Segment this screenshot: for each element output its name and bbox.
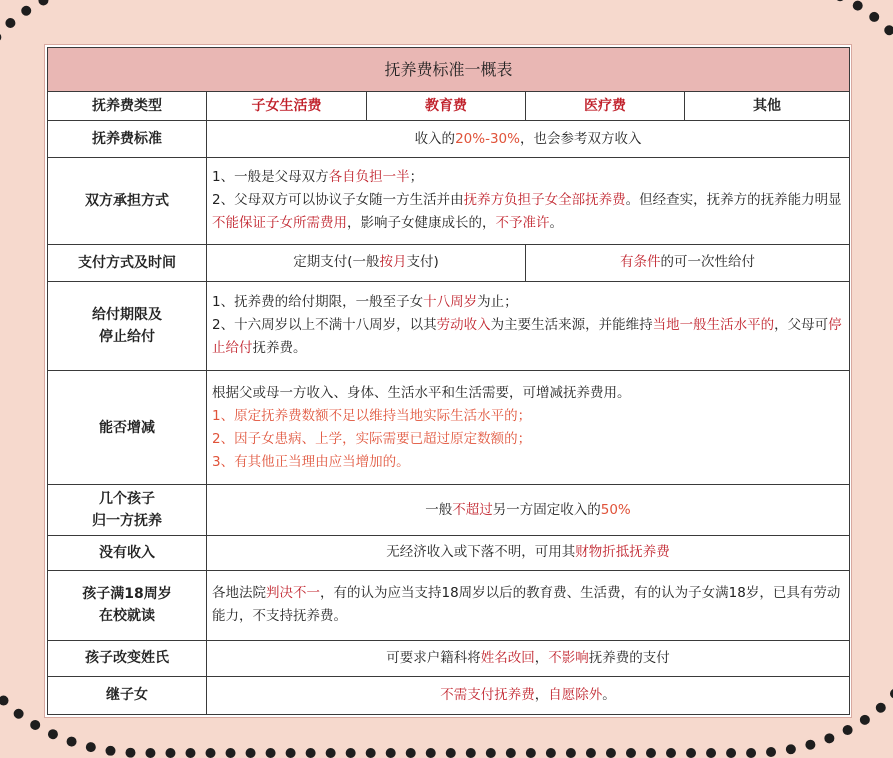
row-label: 继子女 <box>48 676 207 714</box>
row-content: 无经济收入或下落不明，可用其财物折抵抚养费 <box>207 536 850 571</box>
row-period <box>48 281 850 370</box>
row-content: 收入的20%-30%，也会参考双方收入 <box>207 121 850 158</box>
row-content: 1、抚养费的给付期限，一般至子女十八周岁为止； 2、十六周岁以上不满十八周岁，以其劳动收入为主要生活来源，并能维持当地一般生活水平的，父母可停止给付抚养费。 <box>207 281 850 370</box>
document-card <box>44 44 852 718</box>
row-payment <box>48 244 850 281</box>
row-content-right: 有条件的可一次性给付 <box>526 244 850 281</box>
table-title: 抚养费标准一概表 <box>48 48 850 92</box>
header-row <box>48 92 850 121</box>
row-label: 没有收入 <box>48 536 207 571</box>
row-label: 孩子改变姓氏 <box>48 640 207 676</box>
row-no-income <box>48 536 850 571</box>
row-label: 几个孩子 归一方抚养 <box>48 485 207 536</box>
row-label: 支付方式及时间 <box>48 244 207 281</box>
row-content: 不需支付抚养费，自愿除外。 <box>207 676 850 714</box>
header-label: 抚养费类型 <box>48 92 207 121</box>
row-multi <box>48 485 850 536</box>
header-col-medical: 医疗费 <box>526 92 685 121</box>
title-row <box>48 48 850 92</box>
row-content: 根据父或母一方收入、身体、生活水平和生活需要，可增减抚养费用。 1、原定抚养费数额不足以维持当地实际生活水平的； 2、因子女患病、上学，实际需要已超过原定数额的； 3、有其他正当理由应当增加的。 <box>207 370 850 484</box>
row-surname <box>48 640 850 676</box>
row-label: 给付期限及 停止给付 <box>48 281 207 370</box>
row-content-left: 定期支付(一般按月支付) <box>207 244 526 281</box>
header-col-living: 子女生活费 <box>207 92 367 121</box>
row-content: 可要求户籍科将姓名改回，不影响抚养费的支付 <box>207 640 850 676</box>
header-col-other: 其他 <box>685 92 850 121</box>
row-content: 各地法院判决不一，有的认为应当支持18周岁以后的教育费、生活费，有的认为子女满18岁，已具有劳动能力，不支持抚养费。 <box>207 570 850 640</box>
row-label: 抚养费标准 <box>48 121 207 158</box>
row-label: 双方承担方式 <box>48 158 207 245</box>
row-bearing <box>48 158 850 245</box>
row-content: 一般不超过另一方固定收入的50% <box>207 485 850 536</box>
row-content: 1、一般是父母双方各自负担一半； 2、父母双方可以协议子女随一方生活并由抚养方负担子女全部抚养费。但经查实，抚养方的抚养能力明显不能保证子女所需费用，影响子女健康成长的，不予准许。 <box>207 158 850 245</box>
row-adjust <box>48 370 850 484</box>
header-col-education: 教育费 <box>367 92 526 121</box>
alimony-table <box>47 47 850 715</box>
row-label: 孩子满18周岁 在校就读 <box>48 570 207 640</box>
row-label: 能否增减 <box>48 370 207 484</box>
row-step <box>48 676 850 714</box>
row-over18 <box>48 570 850 640</box>
row-standard <box>48 121 850 158</box>
